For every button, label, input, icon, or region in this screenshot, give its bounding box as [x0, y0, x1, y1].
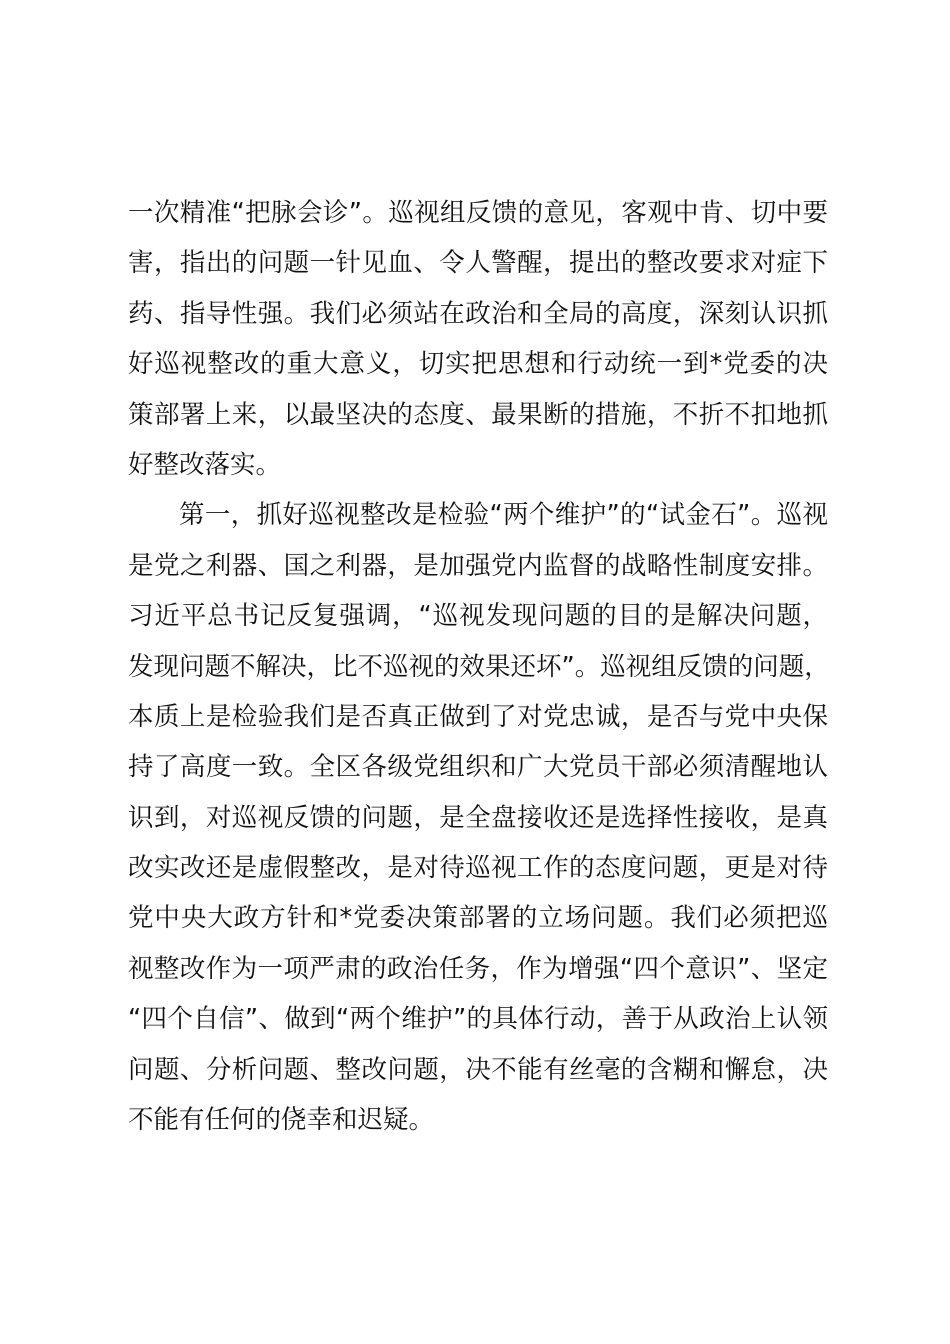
paragraph-line: 是党之利器、国之利器，是加强党内监督的战略性制度安排。 [128, 550, 828, 581]
paragraph-line: 习近平总书记反复强调，“巡视发现问题的目的是解决问题， [128, 601, 828, 632]
paragraph-line: 药、指导性强。我们必须站在政治和全局的高度，深刻认识抓 [128, 298, 828, 329]
paragraph-line: 改实改还是虚假整改，是对待巡视工作的态度问题，更是对待 [128, 853, 828, 884]
paragraph-line: 一次精准“把脉会诊”。巡视组反馈的意见，客观中肯、切中要 [128, 198, 828, 228]
paragraph-line: 不能有任何的侥幸和迟疑。 [128, 1105, 435, 1136]
paragraph-2 [128, 490, 828, 1145]
paragraph-line: 视整改作为一项严肃的政治任务，作为增强“四个意识”、坚定 [128, 953, 828, 984]
paragraph-line: 党中央大政方针和*党委决策部署的立场问题。我们必须把巡 [128, 903, 828, 934]
paragraph-line: 好巡视整改的重大意义，切实把思想和行动统一到*党委的决 [128, 349, 828, 380]
paragraph-line: 第一，抓好巡视整改是检验“两个维护”的“试金石”。巡视 [179, 500, 828, 531]
paragraph-line: 识到，对巡视反馈的问题，是全盘接收还是选择性接收，是真 [128, 802, 828, 833]
paragraph-line: 持了高度一致。全区各级党组织和广大党员干部必须清醒地认 [128, 752, 828, 783]
paragraph-line: 本质上是检验我们是否真正做到了对党忠诚，是否与党中央保 [128, 701, 828, 732]
paragraph-line: 害，指出的问题一针见血、令人警醒，提出的整改要求对症下 [128, 248, 828, 279]
paragraph-line: 好整改落实。 [128, 449, 282, 480]
paragraph-1 [128, 188, 828, 490]
paragraph-line: 策部署上来，以最坚决的态度、最果断的措施，不折不扣地抓 [128, 399, 828, 430]
paragraph-line: 发现问题不解决，比不巡视的效果还坏”。巡视组反馈的问题， [128, 651, 830, 682]
paragraph-line: 问题、分析问题、整改问题，决不能有丝毫的含糊和懈怠，决 [128, 1054, 828, 1085]
paragraph-line: “四个自信”、做到“两个维护”的具体行动，善于从政治上认领 [128, 1004, 828, 1035]
document-body [128, 188, 828, 1145]
